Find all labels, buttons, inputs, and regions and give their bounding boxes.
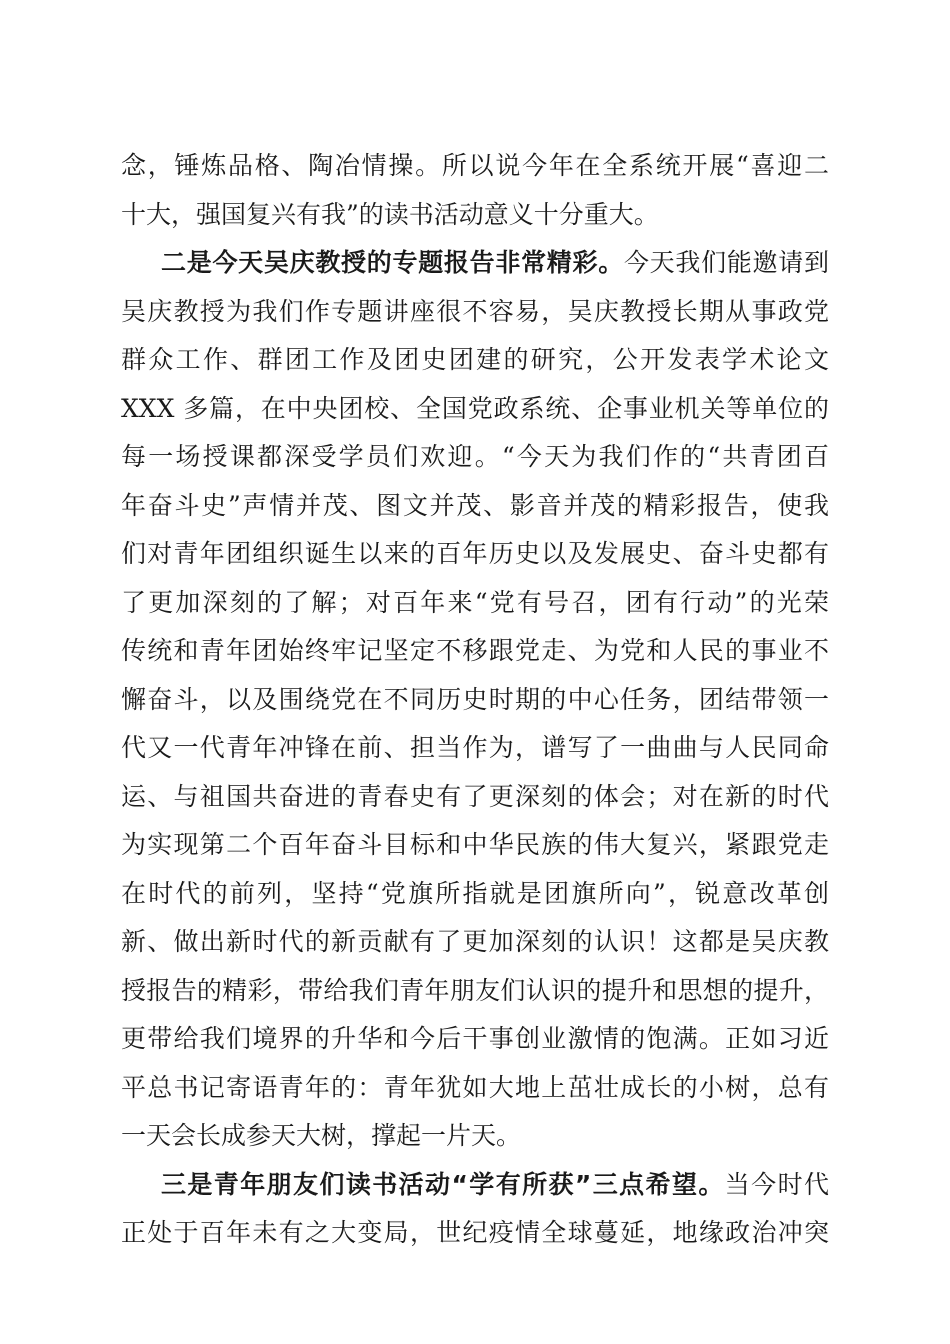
text-line: 十大，强国复兴有我”的读书活动意义十分重大。 [121,199,659,229]
text-line: 们对青年团组织诞生以来的百年历史以及发展史、奋斗史都有 [121,539,829,568]
text-line: 运、与祖国共奋进的青春史有了更深刻的体会；对在新的时代 [121,781,829,811]
text-line: 群众工作、群团工作及团史团建的研究，公开发表学术论文 [121,345,829,374]
paragraph-heading: 三是青年朋友们读书活动“学有所获”三点希望。 [161,1169,725,1199]
text-line: 正处于百年未有之大变局，世纪疫情全球蔓延，地缘政治冲突 [121,1218,829,1247]
text-line: 传统和青年团始终牢记坚定不移跟党走、为党和人民的事业不 [121,636,829,665]
text-line: 代又一代青年冲锋在前、担当作为，谱写了一曲曲与人民同命 [121,733,829,762]
paragraph-first-line [121,1161,829,1210]
text-line: 吴庆教授为我们作专题讲座很不容易，吴庆教授长期从事政党 [121,296,829,326]
paragraph-text: 今天我们能邀请到 [623,248,829,277]
paragraph-text: 当今时代 [724,1169,829,1199]
text-line: 懈奋斗，以及围绕党在不同历史时期的中心任务，团结带领一 [121,684,829,714]
document-body [121,142,829,1258]
text-line: 在时代的前列，坚持“党旗所指就是团旗所向”，锐意改革创 [121,878,829,908]
paragraph-heading: 二是今天吴庆教授的专题报告非常精彩。 [161,248,624,277]
text-line: 一天会长成参天大树，撑起一片天。 [121,1121,522,1150]
text-line: 为实现第二个百年奋斗目标和中华民族的伟大复兴，紧跟党走 [121,830,829,859]
text-line: XXX 多篇，在中央团校、全国党政系统、企事业机关等单位的 [121,393,829,423]
text-line: 授报告的精彩，带给我们青年朋友们认识的提升和思想的提升， [121,975,829,1005]
text-line: 新、做出新时代的新贡献有了更加深刻的认识！这都是吴庆教 [121,927,829,956]
text-line: 更带给我们境界的升华和今后干事创业激情的饱满。正如习近 [121,1024,829,1053]
text-line: 平总书记寄语青年的：青年犹如大地上茁壮成长的小树，总有 [121,1072,829,1102]
text-line: 每一场授课都深受学员们欢迎。“今天为我们作的“共青团百 [121,442,829,471]
text-line: 念，锤炼品格、陶冶情操。所以说今年在全系统开展“喜迎二 [121,151,829,180]
text-line: 了更加深刻的了解；对百年来“党有号召，团有行动”的光荣 [121,587,829,617]
paragraph-first-line [121,239,829,288]
text-line: 年奋斗史”声情并茂、图文并茂、影音并茂的精彩报告，使我 [121,490,829,520]
